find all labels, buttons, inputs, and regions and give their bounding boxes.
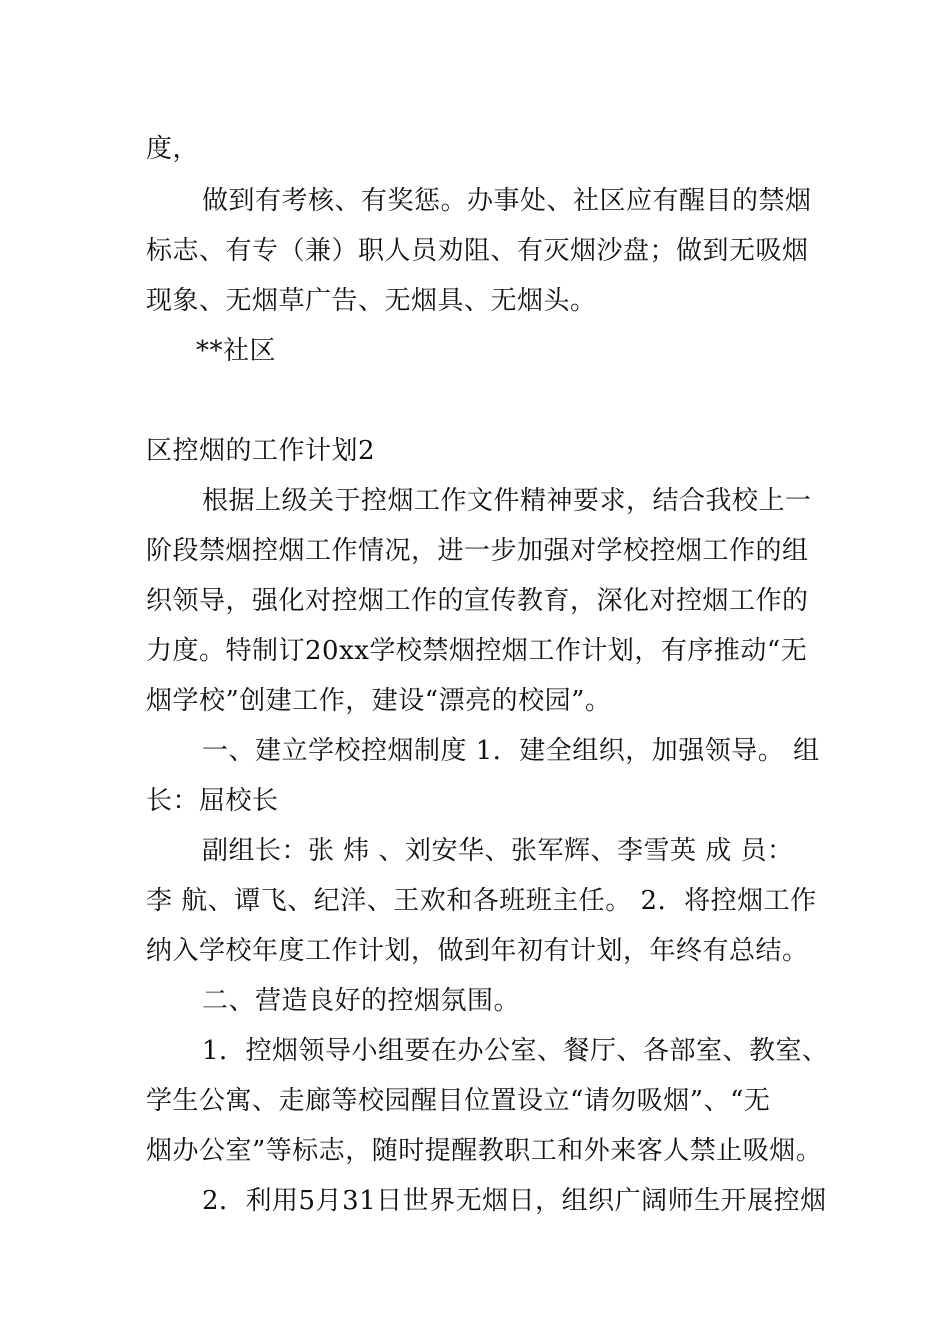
text-line: 1．控烟领导小组要在办公室、餐厅、各部室、教室、 [202,1036,829,1066]
text-line: 阶段禁烟控烟工作情况，进一步加强对学校控烟工作的组 [146,536,809,566]
text-line: 做到有考核、有奖惩。办事处、社区应有醒目的禁烟 [202,186,812,216]
text-line: 现象、无烟草广告、无烟具、无烟头。 [146,286,597,316]
text-line: 根据上级关于控烟工作文件精神要求，结合我校上一 [202,486,812,516]
text-line: 织领导，强化对控烟工作的宣传教育，深化对控烟工作的 [146,586,809,616]
text-line: 烟学校”创建工作，建设“漂亮的校园”。 [146,686,612,716]
text-line: 李 航、谭飞、纪洋、王欢和各班班主任。 2．将控烟工作 [146,886,817,916]
text-line: 度， [146,134,200,164]
text-line: 学生公寓、走廊等校园醒目位置设立“请勿吸烟”、“无 [146,1086,771,1116]
text-line: 力度。特制订20xx学校禁烟控烟工作计划，有序推动“无 [146,636,808,666]
text-line: 2．利用5月31日世界无烟日，组织广阔师生开展控烟 [202,1186,827,1216]
text-line: 二、营造良好的控烟氛围。 [202,986,521,1016]
text-line: 长：屈校长 [146,786,279,816]
text-line: 一、建立学校控烟制度 1．建全组织，加强领导。 组 [202,736,820,766]
section-title: 区控烟的工作计划2 [146,436,376,466]
text-line: **社区 [196,336,277,366]
text-line: 标志、有专（兼）职人员劝阻、有灭烟沙盘；做到无吸烟 [146,236,809,266]
text-line: 烟办公室”等标志，随时提醒教职工和外来客人禁止吸烟。 [146,1136,823,1166]
text-line: 副组长：张 炜 、刘安华、张军辉、李雪英 成 员： [202,836,794,866]
text-line: 纳入学校年度工作计划，做到年初有计划，年终有总结。 [146,936,809,966]
